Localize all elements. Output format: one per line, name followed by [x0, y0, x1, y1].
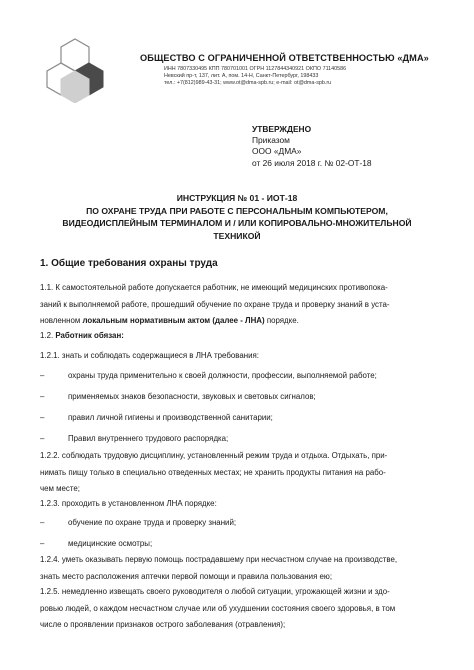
company-contacts: тел.: +7(812)989-43-31; www.ot@dma-spb.ru; e-mail: ot@dma-spb.ru	[164, 80, 332, 87]
p125-line-2: ровью людей, о каждом несчастном случае или об ухудшении состояния своего здоровья, в том	[40, 603, 396, 613]
p11-line-3-bold: локальным нормативным актом (далее - ЛНА)	[82, 316, 265, 326]
p11-line-3-pre: новленном	[40, 316, 81, 326]
company-name: ОБЩЕСТВО С ОГРАНИЧЕННОЙ ОТВЕТСТВЕННОСТЬЮ «ДМА»	[140, 53, 429, 63]
company-block	[140, 53, 440, 88]
list-item: медицинские осмотры;	[68, 539, 153, 548]
list-dash: –	[40, 539, 45, 548]
list-item: применяемых знаков безопасности, звуковых и световых сигналов;	[68, 392, 316, 401]
list-dash: –	[40, 413, 45, 422]
paragraph-1-2	[40, 328, 436, 345]
approval-title: УТВЕРЖДЕНО	[252, 124, 312, 134]
p125-line-3: числе о проявлении признаков острого заболевания (отравления);	[40, 620, 286, 630]
approval-line-3: от 26 июля 2018 г. № 02-ОТ-18	[252, 157, 372, 168]
p122-line-3: чем месте;	[40, 484, 80, 494]
approval-block	[252, 124, 372, 169]
list-item: обучение по охране труда и проверку знаний;	[68, 518, 237, 527]
list-dash: –	[40, 371, 45, 380]
p122-line-2: нимать пищу только в специально отведенных местах; не хранить продукты питания на рабо-	[40, 467, 386, 477]
paragraph-1-2-4	[40, 552, 436, 585]
paragraph-1-2-1: 1.2.1. знать и соблюдать содержащиеся в ЛНА требования:	[40, 351, 259, 360]
title-line-4: ТЕХНИКОЙ	[213, 230, 261, 241]
list-dash: –	[40, 518, 45, 527]
p11-line-3-post: порядке.	[266, 316, 299, 326]
p11-line-2: заний к выполняемой работе, прошедший обучение по охране труда и проверку знаний в уста-	[40, 299, 390, 309]
title-line-3: ВИДЕОДИСПЛЕЙНЫМ ТЕРМИНАЛОМ И / ИЛИ КОПИРОВАЛЬНО-МНОЖИТЕЛЬНОЙ	[62, 218, 412, 229]
p12-bold: Работник обязан:	[55, 331, 124, 340]
p11-line-1: 1.1. К самостоятельной работе допускается работник, не имеющий медицинских противопока-	[40, 283, 388, 292]
p12-number: 1.2.	[40, 331, 54, 340]
list-item: Правил внутреннего трудового распорядка;	[68, 434, 229, 443]
list-item: охраны труда применительно к своей должности, профессии, выполняемой работе;	[68, 371, 377, 380]
p122-line-1: 1.2.2. соблюдать трудовую дисциплину, установленный режим труда и отдыха. Отдыхать, при-	[40, 451, 388, 460]
paragraph-1-2-5	[40, 584, 436, 634]
approval-line-2: ООО «ДМА»	[252, 146, 302, 157]
list-dash: –	[40, 434, 45, 443]
document-title	[40, 192, 434, 242]
company-logo	[44, 35, 106, 103]
approval-line-1: Приказом	[252, 135, 290, 146]
title-line-1: ИНСТРУКЦИЯ № 01 - ИОТ-18	[176, 193, 298, 203]
paragraph-1-2-2	[40, 448, 436, 498]
paragraph-1-1	[40, 280, 436, 330]
section-heading: 1. Общие требования охраны труда	[40, 258, 218, 269]
paragraph-1-2-3: 1.2.3. проходить в установленном ЛНА порядке:	[40, 499, 217, 508]
company-address: Невский пр-т, 137, лит. А, пом. 14-Н, Санкт-Петербург, 198433	[164, 73, 319, 80]
p124-line-2: знать место расположения аптечки первой помощи и правила пользования ею;	[40, 571, 333, 581]
title-line-2: ПО ОХРАНЕ ТРУДА ПРИ РАБОТЕ С ПЕРСОНАЛЬНЫМ КОМПЬЮТЕРОМ,	[86, 205, 388, 216]
p124-line-1: 1.2.4. уметь оказывать первую помощь пострадавшему при несчастном случае на производстве,	[40, 555, 398, 564]
list-item: правил личной гигиены и производственной санитарии;	[68, 413, 273, 422]
company-requisites: ИНН 7807330495 КПП 780701001 ОГРН 1127844340921 ОКПО 71140586	[164, 66, 347, 72]
list-dash: –	[40, 392, 45, 401]
p125-line-1: 1.2.5. немедленно извещать своего руководителя о любой ситуации, угрожающей жизни и здо-	[40, 587, 390, 596]
